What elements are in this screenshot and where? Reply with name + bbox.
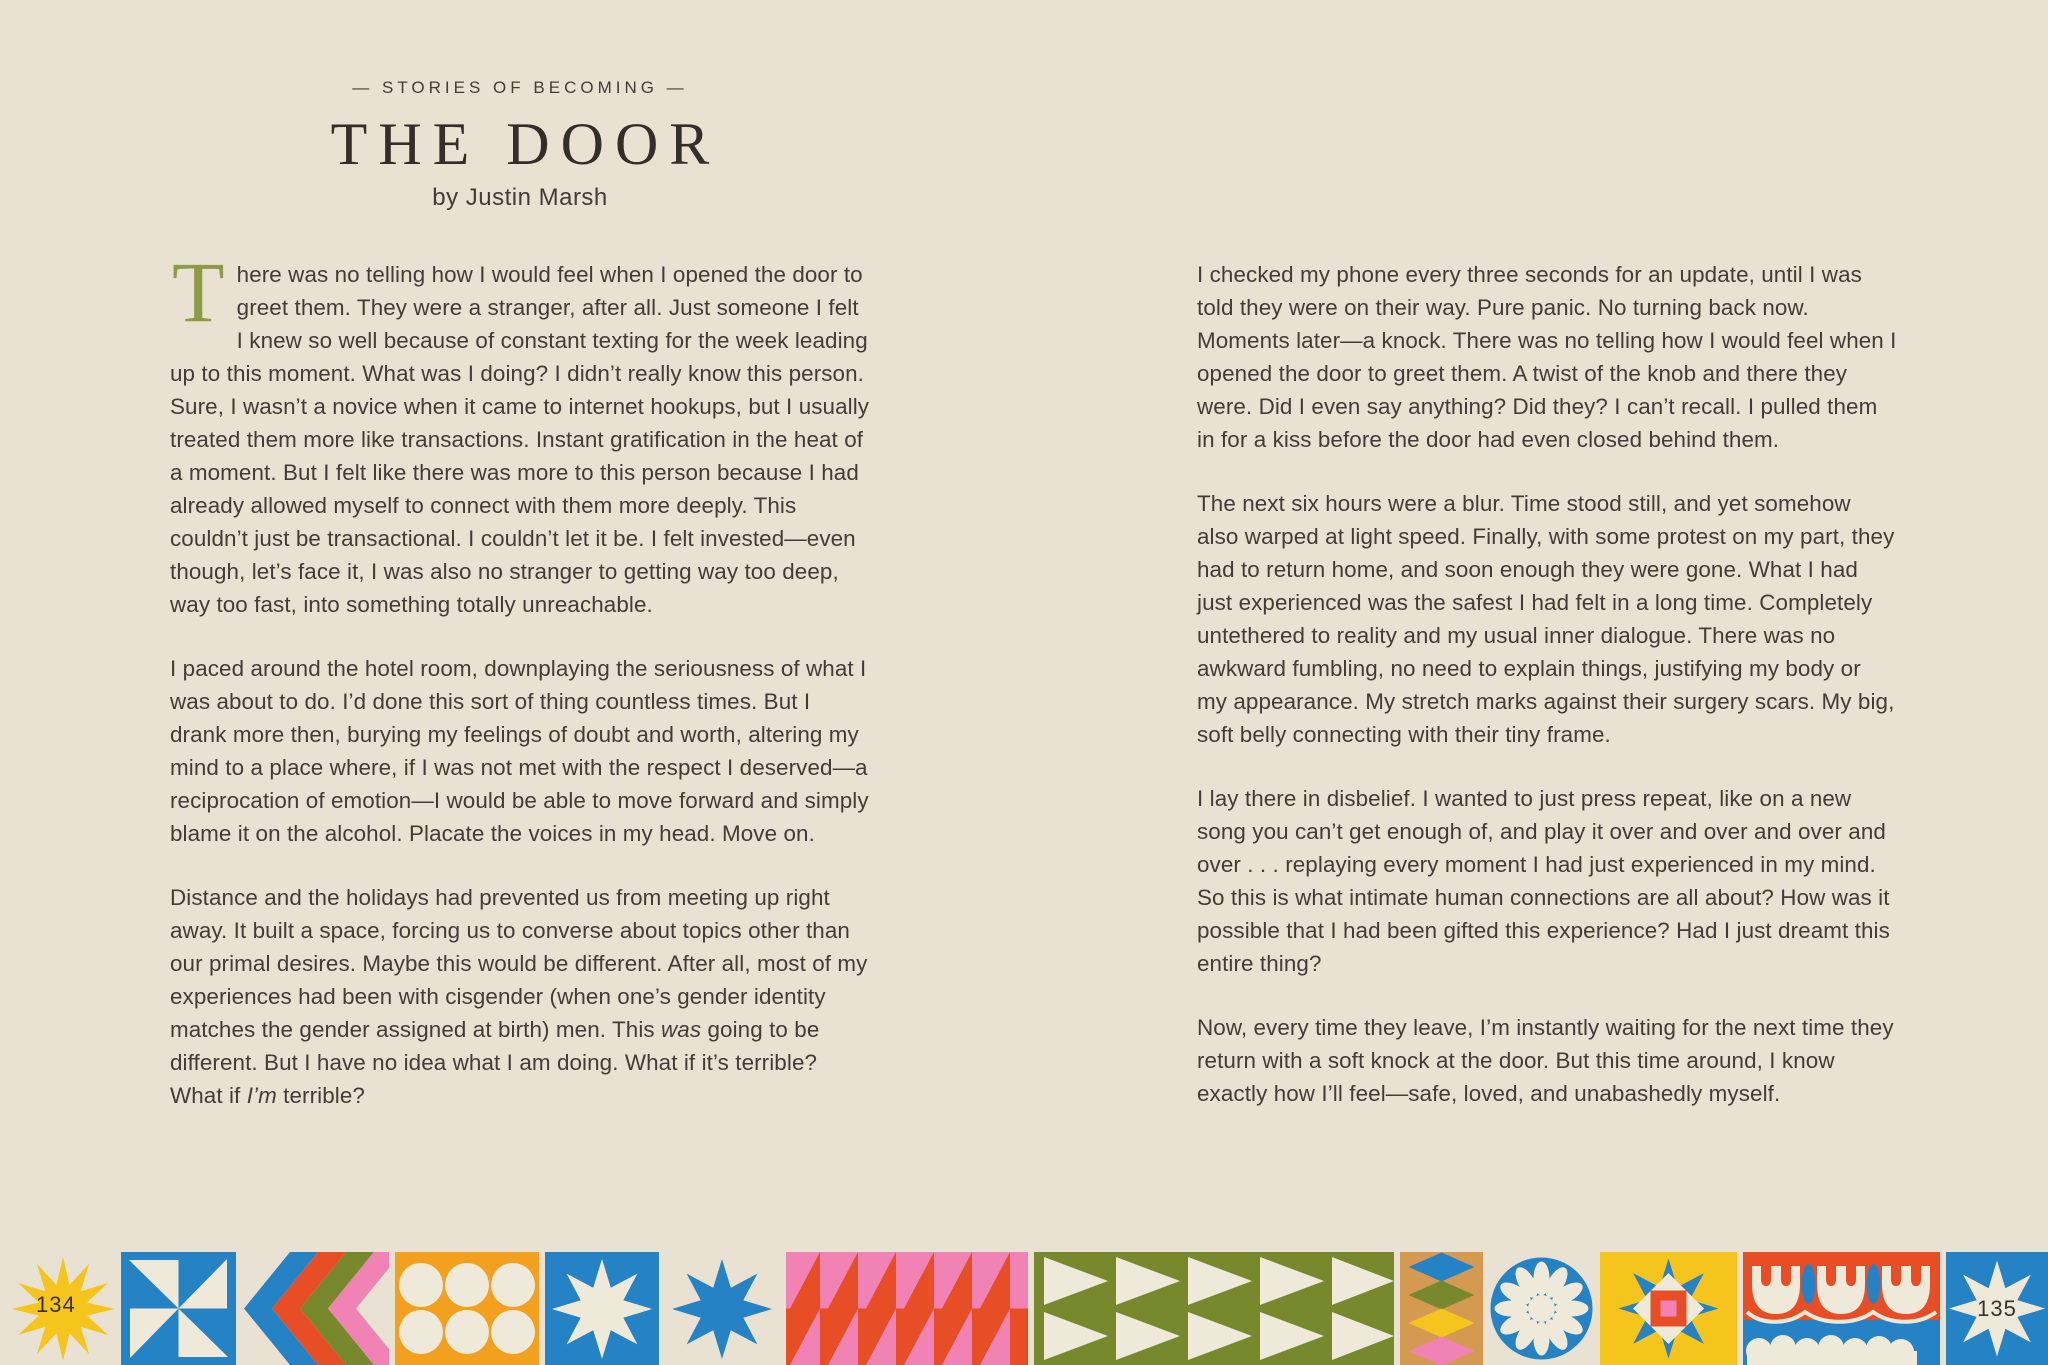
italic-text: was (661, 1017, 702, 1042)
quilt-block-tulip-row-icon (1743, 1252, 1940, 1365)
section-kicker: — STORIES OF BECOMING — (352, 78, 688, 97)
quilt-block-chevrons-icon (242, 1252, 389, 1365)
text-segment: Distance and the holidays had prevented us from meeting up right away. It built a space, forcing us to converse about topics other than our primal desires. Maybe this would be different. After all, most of my experiences had been with cisgender (when one’s gender identity matches the gender assigned at birth) men. This (170, 885, 868, 1042)
right-page-text-column (1197, 258, 1897, 1141)
story-paragraph (1197, 1011, 1897, 1110)
quilt-block-sawtooth-star-icon (1600, 1252, 1737, 1365)
quilt-block-sunburst-icon (10, 1252, 115, 1365)
drop-cap: T (172, 244, 225, 340)
text-segment: Now, every time they leave, I’m instantly waiting for the next time they return with a soft knock at the door. But this time around, I know exactly how I’ll feel—safe, loved, and unabashedly myself. (1197, 1015, 1894, 1106)
text-segment: terrible? (276, 1083, 365, 1108)
text-segment: I checked my phone every three seconds for an update, until I was told they were on their way. Pure panic. No turning back now. Moments later—a knock. There was no telling how I would feel when I opened the door to greet them. A twist of the knob and there they were. Did I even say anything? Did they? I can’t recall. I pulled them in for a kiss before the door had even closed behind them. (1197, 262, 1897, 452)
story-paragraph (170, 652, 870, 850)
text-segment: I paced around the hotel room, downplaying the seriousness of what I was about to do. I’d done this sort of thing countless times. But I drank more then, burying my feelings of doubt and worth, altering my mind to a place where, if I was not met with the respect I deserved—a reciprocation of emotion—I would be able to move forward and simply blame it on the alcohol. Placate the voices in my head. Move on. (170, 656, 869, 846)
page-number-right: 135 (1977, 1295, 2017, 1321)
story-paragraph (170, 244, 870, 621)
story-paragraph (1197, 782, 1897, 980)
quilt-block-pinwheel-icon (121, 1252, 236, 1365)
quilt-block-arrow-row-icon (1034, 1252, 1394, 1365)
quilt-block-diamond-stack-icon (1400, 1252, 1483, 1365)
quilt-pattern-band (0, 1252, 2048, 1365)
text-segment: here was no telling how I would feel when I opened the door to greet them. They were a stranger, after all. Just someone I felt I knew so well because of constant texting for the week leading up to this moment. What was I doing? I didn’t really know this person. Sure, I wasn’t a novice when it came to internet hookups, but I usually treated them more like transactions. Instant gratification in the heat of a moment. But I felt like there was more to this person because I had already allowed myself to connect with them more deeply. This couldn’t just be transactional. I couldn’t let it be. I felt invested—even though, let’s face it, I was also no stranger to getting way too deep, way too fast, into something totally unreachable. (170, 262, 870, 617)
page-title: THE DOOR (330, 111, 721, 177)
text-segment: I lay there in disbelief. I wanted to just press repeat, like on a new song you can’t get enough of, and play it over and over and over and over . . . replaying every moment I had just experienced in my mind. So this is what intimate human connections are all about? How was it possible that I had been gifted this experience? Had I just dreamt this entire thing? (1197, 786, 1890, 976)
story-paragraph (1197, 487, 1897, 751)
page-number-left: 134 (36, 1292, 76, 1317)
quilt-block-sawtooth-triangles-icon (786, 1252, 1028, 1365)
byline: by Justin Marsh (432, 184, 608, 211)
quilt-block-star-with-page-number-icon (1946, 1252, 2048, 1365)
story-paragraph (1197, 258, 1897, 456)
text-segment: going to be different. But I have no idea what I am doing. What if it’s terrible? What if (170, 1017, 820, 1108)
quilt-block-flower-wheel-icon (1489, 1252, 1594, 1365)
story-header (170, 78, 870, 212)
quilt-block-blue-star-icon (665, 1252, 780, 1365)
left-page-text-column (170, 244, 870, 1143)
quilt-block-circle-grid-icon (395, 1252, 539, 1365)
text-segment: The next six hours were a blur. Time stood still, and yet somehow also warped at light speed. Finally, with some protest on my part, they had to return home, and soon enough they were gone. What I had just experienced was the safest I had felt in a long time. Completely untethered to reality and my usual inner dialogue. There was no awkward fumbling, no need to explain things, justifying my body or my appearance. My stretch marks against their surgery scars. My big, soft belly connecting with their tiny frame. (1197, 491, 1895, 747)
quilt-block-star-on-blue-icon (545, 1252, 659, 1365)
italic-text: I’m (246, 1083, 277, 1108)
story-paragraph (170, 881, 870, 1112)
